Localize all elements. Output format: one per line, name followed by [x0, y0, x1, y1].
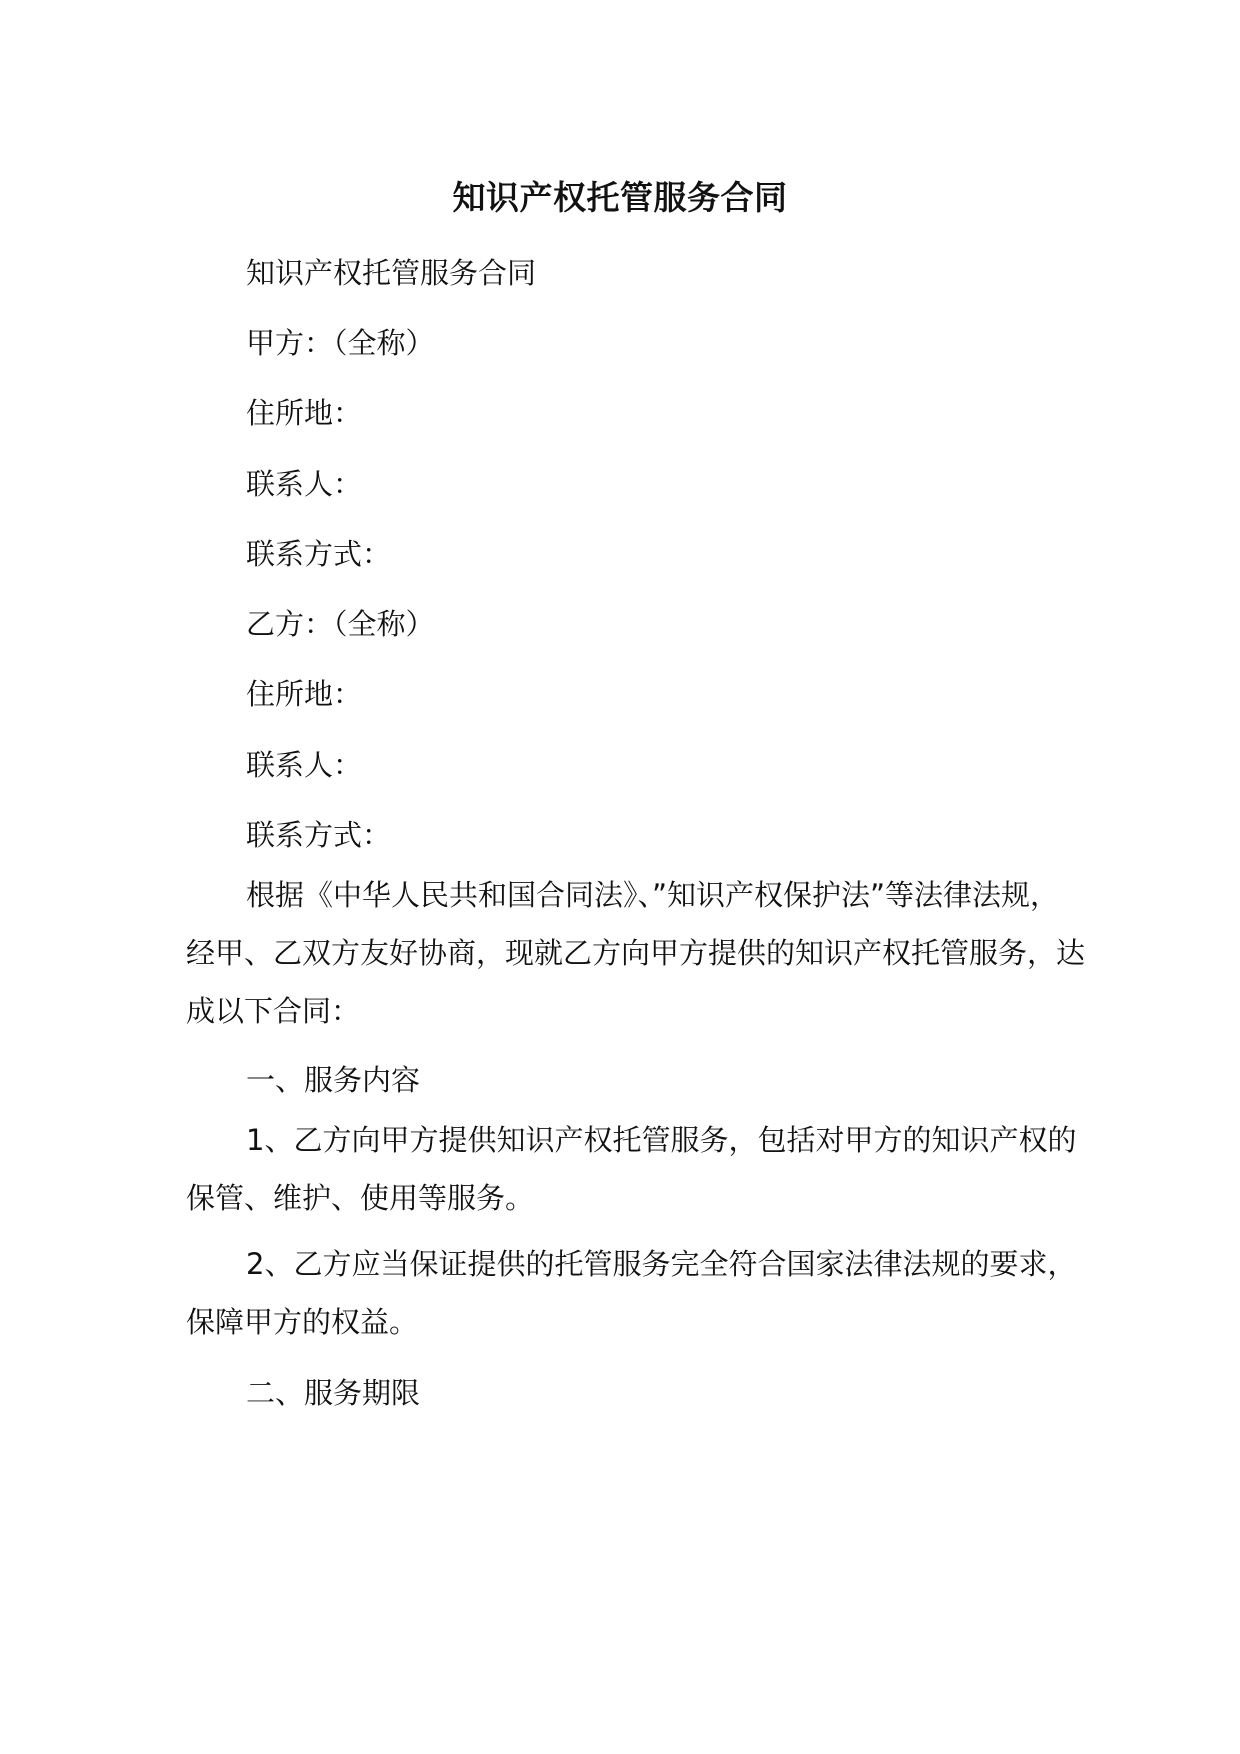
party-b-label: 乙方：（全称）: [246, 607, 435, 641]
section-heading-term: 二、服务期限: [246, 1376, 421, 1410]
section-heading-services: 一、服务内容: [246, 1063, 421, 1097]
party-a-contact: 联系人：: [246, 467, 363, 501]
party-a-phone: 联系方式：: [246, 537, 392, 571]
clause-1: 1、乙方向甲方提供知识产权托管服务，包括对甲方的知识产权的保管、维护、使用等服务。: [186, 1123, 1077, 1215]
clause-2: 2、乙方应当保证提供的托管服务完全符合国家法律法规的要求，保障甲方的权益。: [186, 1247, 1077, 1339]
party-b-phone: 联系方式：: [246, 818, 392, 852]
preamble-paragraph: 根据《中华人民共和国合同法》、”知识产权保护法”等法律法规，经甲、乙双方友好协商，现就乙方向甲方提供的知识产权托管服务，达成以下合同：: [186, 878, 1086, 1028]
contract-subtitle: 知识产权托管服务合同: [246, 256, 537, 290]
document-title: 知识产权托管服务合同: [452, 178, 788, 217]
party-a-label: 甲方：（全称）: [246, 326, 435, 360]
party-a-address: 住所地：: [246, 396, 363, 430]
party-b-address: 住所地：: [246, 677, 363, 711]
party-b-contact: 联系人：: [246, 748, 363, 782]
